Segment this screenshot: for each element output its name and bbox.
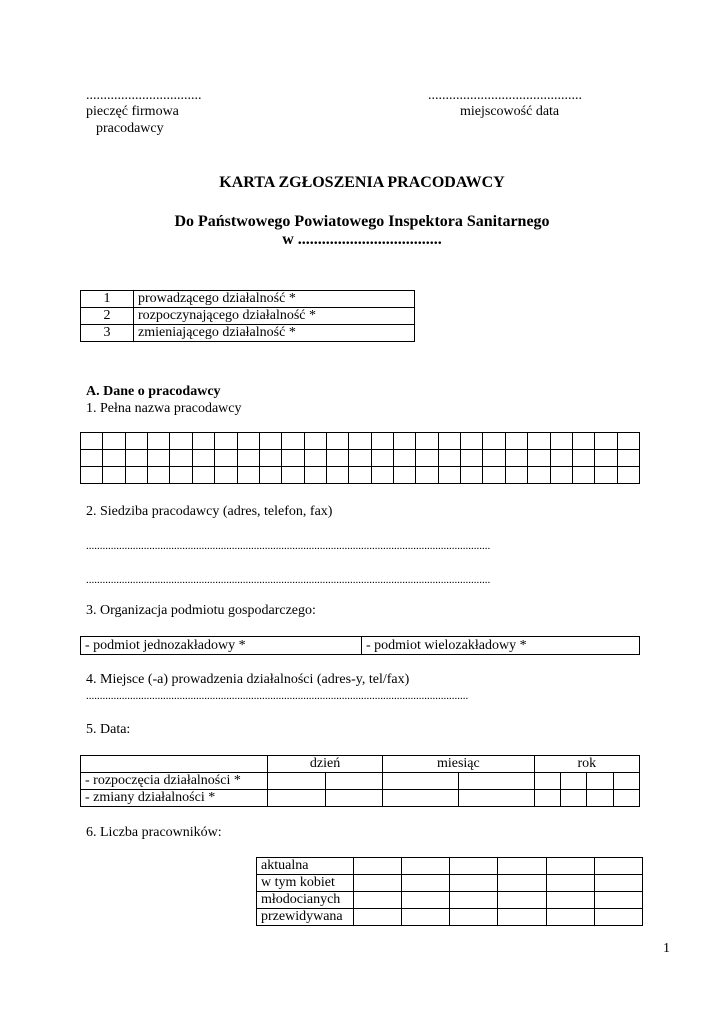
date-cell[interactable] <box>383 790 459 807</box>
name-grid-cell[interactable] <box>505 467 527 484</box>
count-cell[interactable] <box>354 909 402 926</box>
page-number: 1 <box>663 941 670 956</box>
date-cell[interactable] <box>534 790 560 807</box>
name-grid-cell[interactable] <box>528 467 550 484</box>
name-grid-cell[interactable] <box>550 467 572 484</box>
address-line-2[interactable]: ................................................................................................................................................... <box>86 574 491 586</box>
day-header: dzień <box>268 756 383 773</box>
count-cell[interactable] <box>450 858 498 875</box>
name-grid-cell[interactable] <box>528 433 550 450</box>
name-grid-cell[interactable] <box>81 433 103 450</box>
name-grid-cell[interactable] <box>438 467 460 484</box>
date-cell[interactable] <box>268 790 326 807</box>
date-cell[interactable] <box>587 790 613 807</box>
name-grid-cell[interactable] <box>148 433 170 450</box>
name-grid-cell[interactable] <box>103 467 125 484</box>
name-grid-cell[interactable] <box>192 450 214 467</box>
question-2: 2. Siedziba pracodawcy (adres, telefon, fax) <box>86 504 333 519</box>
name-grid-cell[interactable] <box>237 433 259 450</box>
name-grid-cell[interactable] <box>371 467 393 484</box>
name-grid-cell[interactable] <box>371 450 393 467</box>
date-cell[interactable] <box>383 773 459 790</box>
table-row <box>81 790 640 807</box>
date-cell[interactable] <box>458 790 534 807</box>
name-grid-cell[interactable] <box>349 467 371 484</box>
question-1: 1. Pełna nazwa pracodawcy <box>86 401 242 416</box>
employer-type-table <box>80 290 415 342</box>
organization-table <box>80 636 640 655</box>
name-grid-cell[interactable] <box>550 450 572 467</box>
count-cell[interactable] <box>450 892 498 909</box>
count-cell[interactable] <box>594 909 642 926</box>
name-grid-cell[interactable] <box>304 467 326 484</box>
name-grid-cell[interactable] <box>170 450 192 467</box>
count-cell[interactable] <box>450 875 498 892</box>
date-cell[interactable] <box>587 773 613 790</box>
row-label: młodocianych <box>257 892 354 909</box>
name-grid-cell[interactable] <box>326 467 348 484</box>
month-header: miesiąc <box>383 756 535 773</box>
count-cell[interactable] <box>450 909 498 926</box>
row-label: - rozpoczęcia działalności * <box>81 773 268 790</box>
count-cell[interactable] <box>402 909 450 926</box>
name-grid-cell[interactable] <box>215 450 237 467</box>
date-cell[interactable] <box>560 790 586 807</box>
row-label: w tym kobiet <box>257 875 354 892</box>
name-grid-cell[interactable] <box>237 450 259 467</box>
table-row <box>257 875 643 892</box>
name-grid-cell[interactable] <box>505 433 527 450</box>
name-grid-cell[interactable] <box>125 433 147 450</box>
table-row <box>257 909 643 926</box>
org-single-option[interactable]: - podmiot jednozakładowy * <box>81 637 362 655</box>
page-subtitle: Do Państwowego Powiatowego Inspektora Sanitarnego <box>174 213 550 230</box>
table-row <box>81 450 640 467</box>
name-grid-cell[interactable] <box>326 433 348 450</box>
name-grid-cell[interactable] <box>438 433 460 450</box>
question-3: 3. Organizacja podmiotu gospodarczego: <box>86 603 316 618</box>
date-cell[interactable] <box>534 773 560 790</box>
name-grid-cell[interactable] <box>483 433 505 450</box>
dates-table <box>80 755 640 807</box>
table-row[interactable] <box>81 325 415 342</box>
name-grid-cell[interactable] <box>148 467 170 484</box>
year-header: rok <box>534 756 639 773</box>
name-grid-cell[interactable] <box>349 433 371 450</box>
name-grid-cell[interactable] <box>483 467 505 484</box>
stamp-dots: ................................. <box>86 88 202 103</box>
name-grid-cell[interactable] <box>394 450 416 467</box>
count-cell[interactable] <box>402 858 450 875</box>
page-title: KARTA ZGŁOSZENIA PRACODAWCY <box>219 174 505 191</box>
count-cell[interactable] <box>498 892 546 909</box>
name-grid-cell[interactable] <box>595 433 617 450</box>
name-grid[interactable] <box>80 432 640 484</box>
name-grid-cell[interactable] <box>215 467 237 484</box>
question-5: 5. Data: <box>86 722 131 737</box>
name-grid-cell[interactable] <box>282 467 304 484</box>
count-cell[interactable] <box>546 875 594 892</box>
row-label[interactable]: zmieniającego działalność * <box>134 325 415 342</box>
table-row <box>81 467 640 484</box>
count-cell[interactable] <box>546 909 594 926</box>
stamp-label: pieczęć firmowa <box>86 104 179 119</box>
name-grid-cell[interactable] <box>304 450 326 467</box>
count-cell[interactable] <box>594 858 642 875</box>
count-cell[interactable] <box>594 875 642 892</box>
row-number: 3 <box>81 325 134 342</box>
name-grid-cell[interactable] <box>416 450 438 467</box>
count-cell[interactable] <box>402 875 450 892</box>
name-grid-cell[interactable] <box>505 450 527 467</box>
count-cell[interactable] <box>354 858 402 875</box>
location-line[interactable]: ........................................................................................................................................... <box>86 690 469 702</box>
name-grid-cell[interactable] <box>371 433 393 450</box>
name-grid-cell[interactable] <box>617 467 639 484</box>
name-grid-cell[interactable] <box>125 450 147 467</box>
name-grid-cell[interactable] <box>103 433 125 450</box>
address-line-1[interactable]: ................................................................................................................................................... <box>86 540 491 552</box>
date-cell[interactable] <box>458 773 534 790</box>
name-grid-cell[interactable] <box>192 433 214 450</box>
count-cell[interactable] <box>546 858 594 875</box>
section-heading: A. Dane o pracodawcy <box>86 384 221 399</box>
row-number: 1 <box>81 291 134 308</box>
count-cell[interactable] <box>546 892 594 909</box>
name-grid-cell[interactable] <box>192 467 214 484</box>
row-number: 2 <box>81 308 134 325</box>
name-grid-cell[interactable] <box>103 450 125 467</box>
name-grid-cell[interactable] <box>259 433 281 450</box>
count-cell[interactable] <box>402 892 450 909</box>
name-grid-cell[interactable] <box>259 467 281 484</box>
name-grid-cell[interactable] <box>170 433 192 450</box>
name-grid-cell[interactable] <box>528 450 550 467</box>
name-grid-cell[interactable] <box>215 433 237 450</box>
count-cell[interactable] <box>354 892 402 909</box>
name-grid-cell[interactable] <box>595 450 617 467</box>
count-cell[interactable] <box>498 858 546 875</box>
name-grid-cell[interactable] <box>349 450 371 467</box>
table-row[interactable] <box>81 291 415 308</box>
place-date-label: miejscowość data <box>460 104 560 119</box>
table-row <box>81 773 640 790</box>
question-6: 6. Liczba pracowników: <box>86 825 222 840</box>
count-cell[interactable] <box>498 875 546 892</box>
name-grid-cell[interactable] <box>617 450 639 467</box>
name-grid-cell[interactable] <box>148 450 170 467</box>
date-cell[interactable] <box>613 790 639 807</box>
name-grid-cell[interactable] <box>572 450 594 467</box>
dates-corner <box>81 756 268 773</box>
row-label: aktualna <box>257 858 354 875</box>
date-cell[interactable] <box>325 790 383 807</box>
name-grid-cell[interactable] <box>304 433 326 450</box>
table-row <box>81 433 640 450</box>
name-grid-cell[interactable] <box>81 450 103 467</box>
date-cell[interactable] <box>560 773 586 790</box>
name-grid-cell[interactable] <box>326 450 348 467</box>
employee-count-table <box>256 857 643 926</box>
name-grid-cell[interactable] <box>259 450 281 467</box>
table-row <box>257 892 643 909</box>
name-grid-cell[interactable] <box>461 467 483 484</box>
name-grid-cell[interactable] <box>394 433 416 450</box>
name-grid-cell[interactable] <box>416 433 438 450</box>
name-grid-cell[interactable] <box>461 450 483 467</box>
row-label: - zmiany działalności * <box>81 790 268 807</box>
name-grid-cell[interactable] <box>572 433 594 450</box>
count-cell[interactable] <box>594 892 642 909</box>
date-cell[interactable] <box>268 773 326 790</box>
name-grid-cell[interactable] <box>170 467 192 484</box>
name-grid-cell[interactable] <box>550 433 572 450</box>
count-cell[interactable] <box>498 909 546 926</box>
page-subtitle-place: w .................................... <box>282 231 442 248</box>
count-cell[interactable] <box>354 875 402 892</box>
name-grid-cell[interactable] <box>237 467 259 484</box>
row-label[interactable]: rozpoczynającego działalność * <box>134 308 415 325</box>
org-multi-option[interactable]: - podmiot wielozakładowy * <box>362 637 640 655</box>
name-grid-cell[interactable] <box>617 433 639 450</box>
question-4: 4. Miejsce (-a) prowadzenia działalności (adres-y, tel/fax) <box>86 672 410 687</box>
name-grid-cell[interactable] <box>483 450 505 467</box>
name-grid-cell[interactable] <box>572 467 594 484</box>
name-grid-cell[interactable] <box>282 433 304 450</box>
row-label: przewidywana <box>257 909 354 926</box>
name-grid-cell[interactable] <box>461 433 483 450</box>
name-grid-cell[interactable] <box>282 450 304 467</box>
table-row <box>257 858 643 875</box>
name-grid-cell[interactable] <box>394 467 416 484</box>
place-date-dots: ............................................ <box>428 88 582 103</box>
date-cell[interactable] <box>325 773 383 790</box>
name-grid-cell[interactable] <box>125 467 147 484</box>
name-grid-cell[interactable] <box>595 467 617 484</box>
name-grid-cell[interactable] <box>438 450 460 467</box>
date-cell[interactable] <box>613 773 639 790</box>
name-grid-cell[interactable] <box>416 467 438 484</box>
table-row[interactable] <box>81 308 415 325</box>
name-grid-cell[interactable] <box>81 467 103 484</box>
row-label[interactable]: prowadzącego działalność * <box>134 291 415 308</box>
stamp-label-2: pracodawcy <box>96 121 164 136</box>
